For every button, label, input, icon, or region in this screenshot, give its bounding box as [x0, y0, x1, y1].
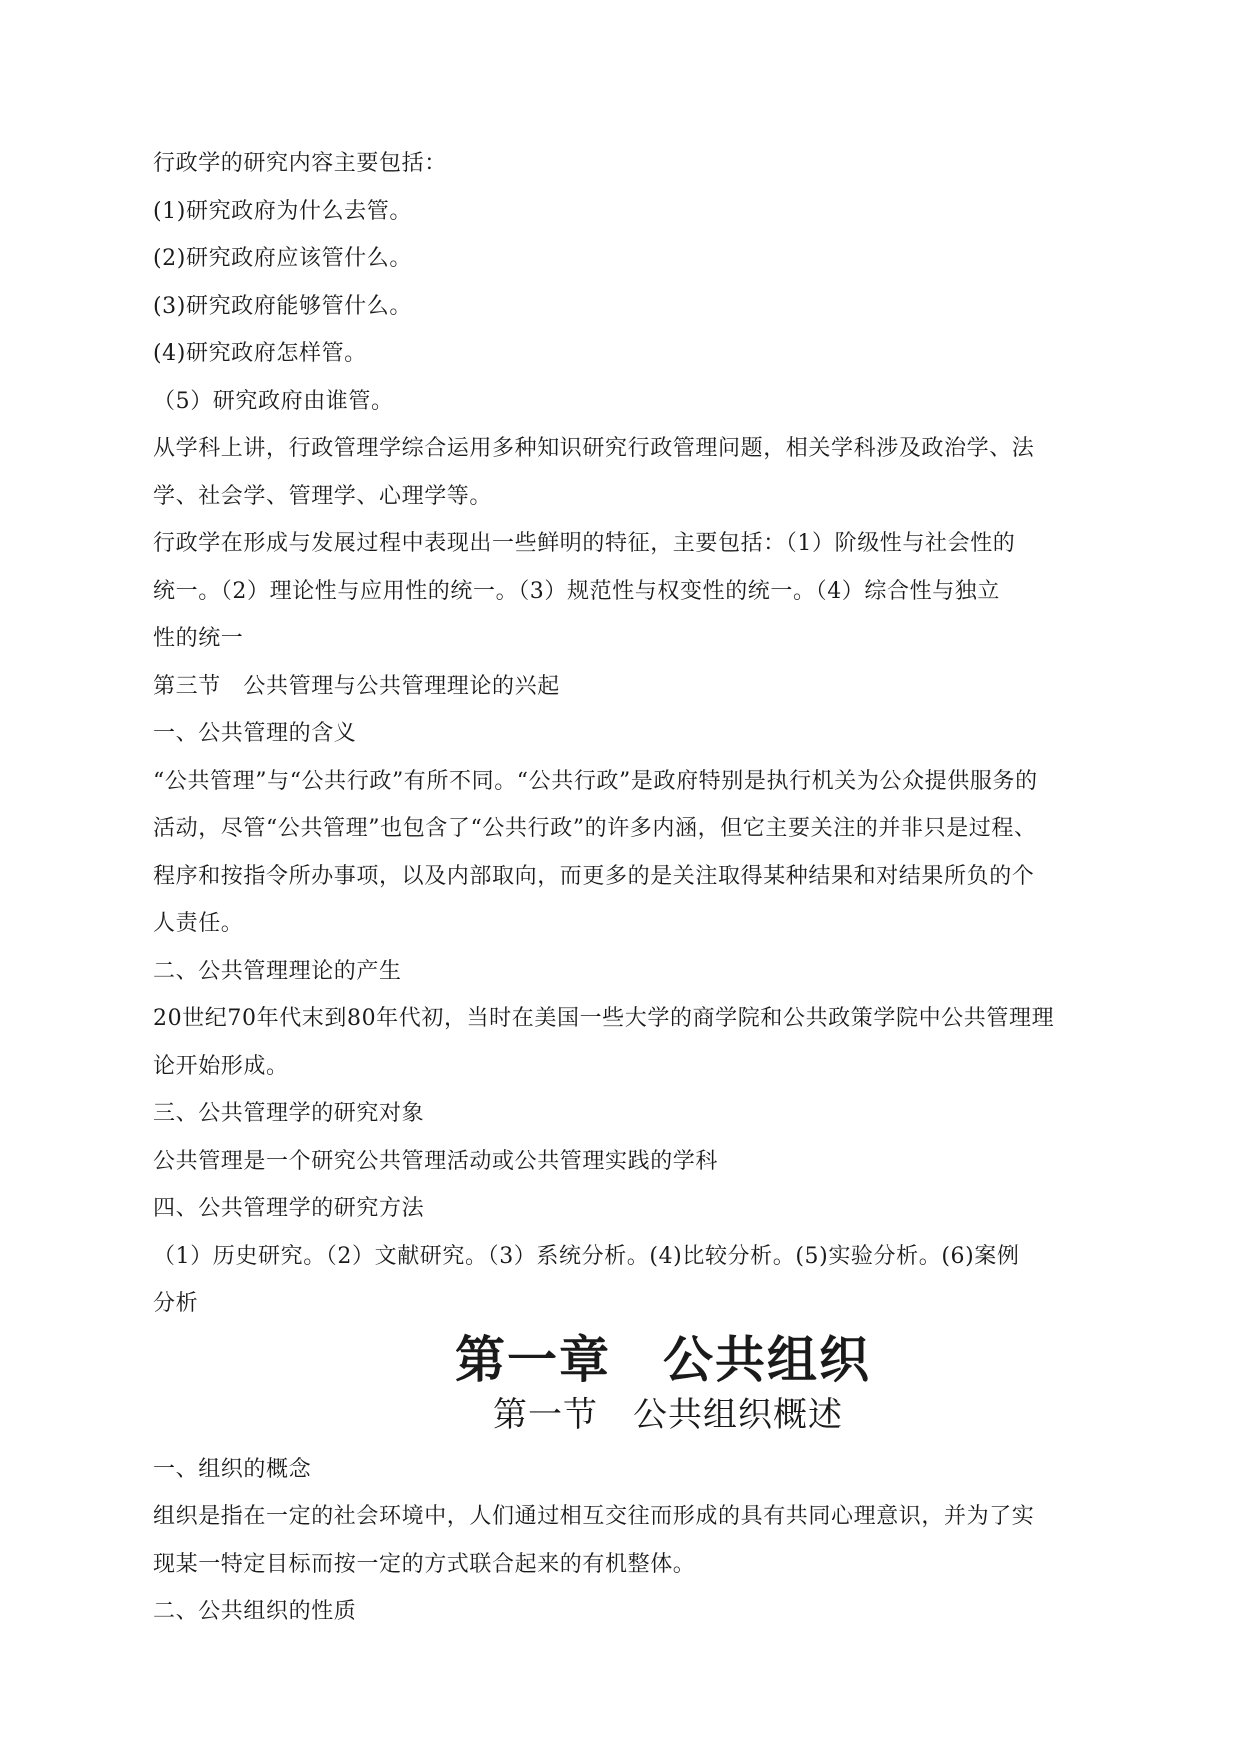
- text-line: (4)研究政府怎样管。: [153, 341, 367, 366]
- text-line: （1）历史研究。（2）文献研究。（3）系统分析。(4)比较分析。(5)实验分析。(6)案例: [153, 1243, 1020, 1269]
- subheading: 二、公共管理理论的产生: [153, 958, 402, 984]
- text-line: (2)研究政府应该管什么。: [153, 246, 412, 271]
- text-line: “公共管理”与“公共行政”有所不同。“公共行政”是政府特别是执行机关为公众提供服务的: [153, 768, 1038, 794]
- text-line: 学、社会学、管理学、心理学等。: [153, 483, 493, 509]
- bottom-text-block: [153, 1446, 1133, 1636]
- top-text-block: [153, 140, 1133, 1328]
- subheading: 三、公共管理学的研究对象: [153, 1101, 425, 1126]
- text-line: (1)研究政府为什么去管。: [153, 198, 412, 224]
- chapter-title: 第一章 公共组织: [455, 1330, 871, 1389]
- text-line: 人责任。: [153, 911, 244, 936]
- text-line: 行政学的研究内容主要包括：: [153, 151, 447, 176]
- text-line: （5）研究政府由谁管。: [153, 388, 394, 414]
- text-line: 组织是指在一定的社会环境中，人们通过相互交往而形成的具有共同心理意识，并为了实: [153, 1504, 1035, 1529]
- text-line: 现某一特定目标而按一定的方式联合起来的有机整体。: [153, 1551, 696, 1577]
- text-line: (3)研究政府能够管什么。: [153, 293, 412, 319]
- text-line: 分析: [153, 1291, 199, 1316]
- text-line: 统一。（2）理论性与应用性的统一。（3）规范性与权变性的统一。（4）综合性与独立: [153, 578, 1000, 604]
- text-line: 论开始形成。: [153, 1053, 289, 1079]
- text-line: 性的统一: [153, 626, 244, 651]
- subheading: 四、公共管理学的研究方法: [153, 1196, 425, 1221]
- text-line: 活动，尽管“公共管理”也包含了“公共行政”的许多内涵，但它主要关注的并非只是过程、: [153, 816, 1037, 841]
- text-line: 公共管理是一个研究公共管理活动或公共管理实践的学科: [153, 1148, 719, 1174]
- document-body: [153, 140, 1133, 1636]
- text-line: 20世纪70年代末到80年代初，当时在美国一些大学的商学院和公共政策学院中公共管理理: [153, 1006, 1055, 1031]
- subheading: 一、组织的概念: [153, 1456, 312, 1482]
- subheading: 一、公共管理的含义: [153, 721, 357, 746]
- text-line: 程序和按指令所办事项，以及内部取向，而更多的是关注取得某种结果和对结果所负的个: [153, 863, 1035, 889]
- text-line: 从学科上讲，行政管理学综合运用多种知识研究行政管理问题，相关学科涉及政治学、法: [153, 436, 1035, 461]
- section-title: 第一节 公共组织概述: [493, 1394, 843, 1435]
- section-heading: 第三节 公共管理与公共管理理论的兴起: [153, 673, 560, 699]
- subheading: 二、公共组织的性质: [153, 1599, 357, 1624]
- text-line: 行政学在形成与发展过程中表现出一些鲜明的特征，主要包括：（1）阶级性与社会性的: [153, 531, 1016, 556]
